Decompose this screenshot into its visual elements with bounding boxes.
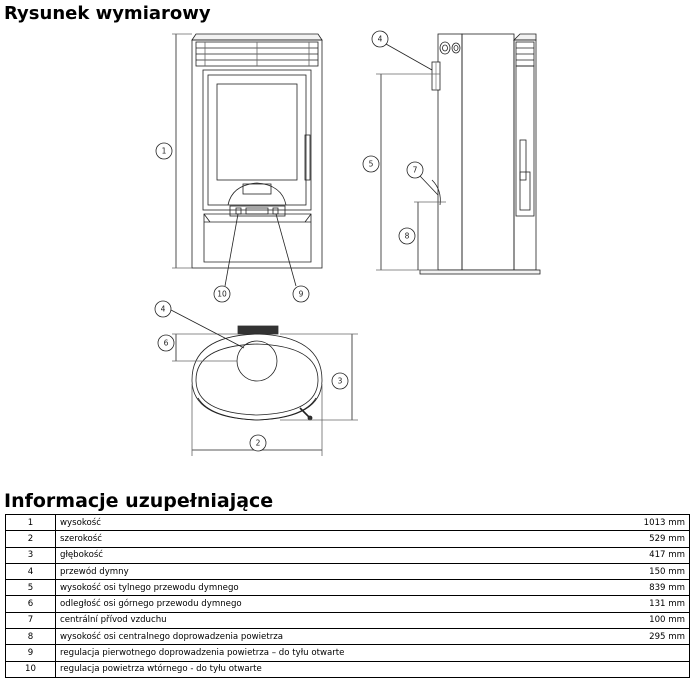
spec-number: 10 [6, 661, 56, 677]
spec-description: regulacja powietrza wtórnego - do tyłu otwarte [56, 661, 690, 677]
spec-number: 5 [6, 580, 56, 596]
spec-description: odległość osi górnego przewodu dymnego [56, 596, 622, 612]
spec-row [6, 580, 690, 596]
spec-number: 3 [6, 547, 56, 563]
spec-value: 295 mm [621, 629, 690, 645]
spec-row [6, 612, 690, 628]
spec-row [6, 531, 690, 547]
callout-4 [372, 31, 388, 47]
spec-description: przewód dymny [56, 563, 622, 579]
spec-table [5, 514, 690, 678]
callout-7 [407, 162, 423, 178]
spec-number: 7 [6, 612, 56, 628]
spec-value: 839 mm [621, 580, 690, 596]
spec-value: 131 mm [621, 596, 690, 612]
spec-number: 1 [6, 515, 56, 531]
svg-text:9: 9 [298, 289, 304, 299]
spec-number: 9 [6, 645, 56, 661]
spec-number: 4 [6, 563, 56, 579]
top-view [171, 310, 358, 456]
spec-value: 100 mm [621, 612, 690, 628]
svg-text:2: 2 [255, 438, 261, 448]
callouts [155, 31, 423, 451]
spec-number: 8 [6, 629, 56, 645]
spec-value: 150 mm [621, 563, 690, 579]
svg-text:1: 1 [161, 146, 167, 156]
section-title: Informacje uzupełniające [4, 490, 274, 512]
callout-6 [158, 335, 174, 351]
spec-description: regulacja pierwotnego doprowadzenia powietrza – do tyłu otwarte [56, 645, 690, 661]
svg-text:3: 3 [337, 376, 343, 386]
spec-description: wysokość osi tylnego przewodu dymnego [56, 580, 622, 596]
spec-description: głębokość [56, 547, 622, 563]
front-view [172, 34, 322, 286]
svg-text:4: 4 [160, 304, 166, 314]
callout-9 [293, 286, 309, 302]
spec-value: 529 mm [621, 531, 690, 547]
callout-3 [332, 373, 348, 389]
spec-row [6, 547, 690, 563]
callout-4 [155, 301, 171, 317]
drawing-title: Rysunek wymiarowy [4, 3, 211, 24]
callout-10 [214, 286, 230, 302]
spec-description: wysokość osi centralnego doprowadzenia powietrza [56, 629, 622, 645]
svg-text:6: 6 [163, 338, 169, 348]
callout-2 [250, 435, 266, 451]
callout-8 [399, 228, 415, 244]
spec-number: 6 [6, 596, 56, 612]
spec-number: 2 [6, 531, 56, 547]
spec-row [6, 596, 690, 612]
spec-row [6, 661, 690, 677]
svg-text:5: 5 [368, 159, 374, 169]
spec-description: szerokość [56, 531, 622, 547]
svg-text:8: 8 [404, 231, 410, 241]
callout-5 [363, 156, 379, 172]
svg-text:10: 10 [217, 289, 227, 299]
callout-1 [156, 143, 172, 159]
spec-value: 1013 mm [621, 515, 690, 531]
spec-value: 417 mm [621, 547, 690, 563]
svg-text:4: 4 [377, 34, 383, 44]
spec-row [6, 629, 690, 645]
spec-row [6, 563, 690, 579]
spec-description: centrální přívod vzduchu [56, 612, 622, 628]
spec-row [6, 645, 690, 661]
spec-description: wysokość [56, 515, 622, 531]
svg-text:7: 7 [412, 165, 418, 175]
spec-row [6, 515, 690, 531]
